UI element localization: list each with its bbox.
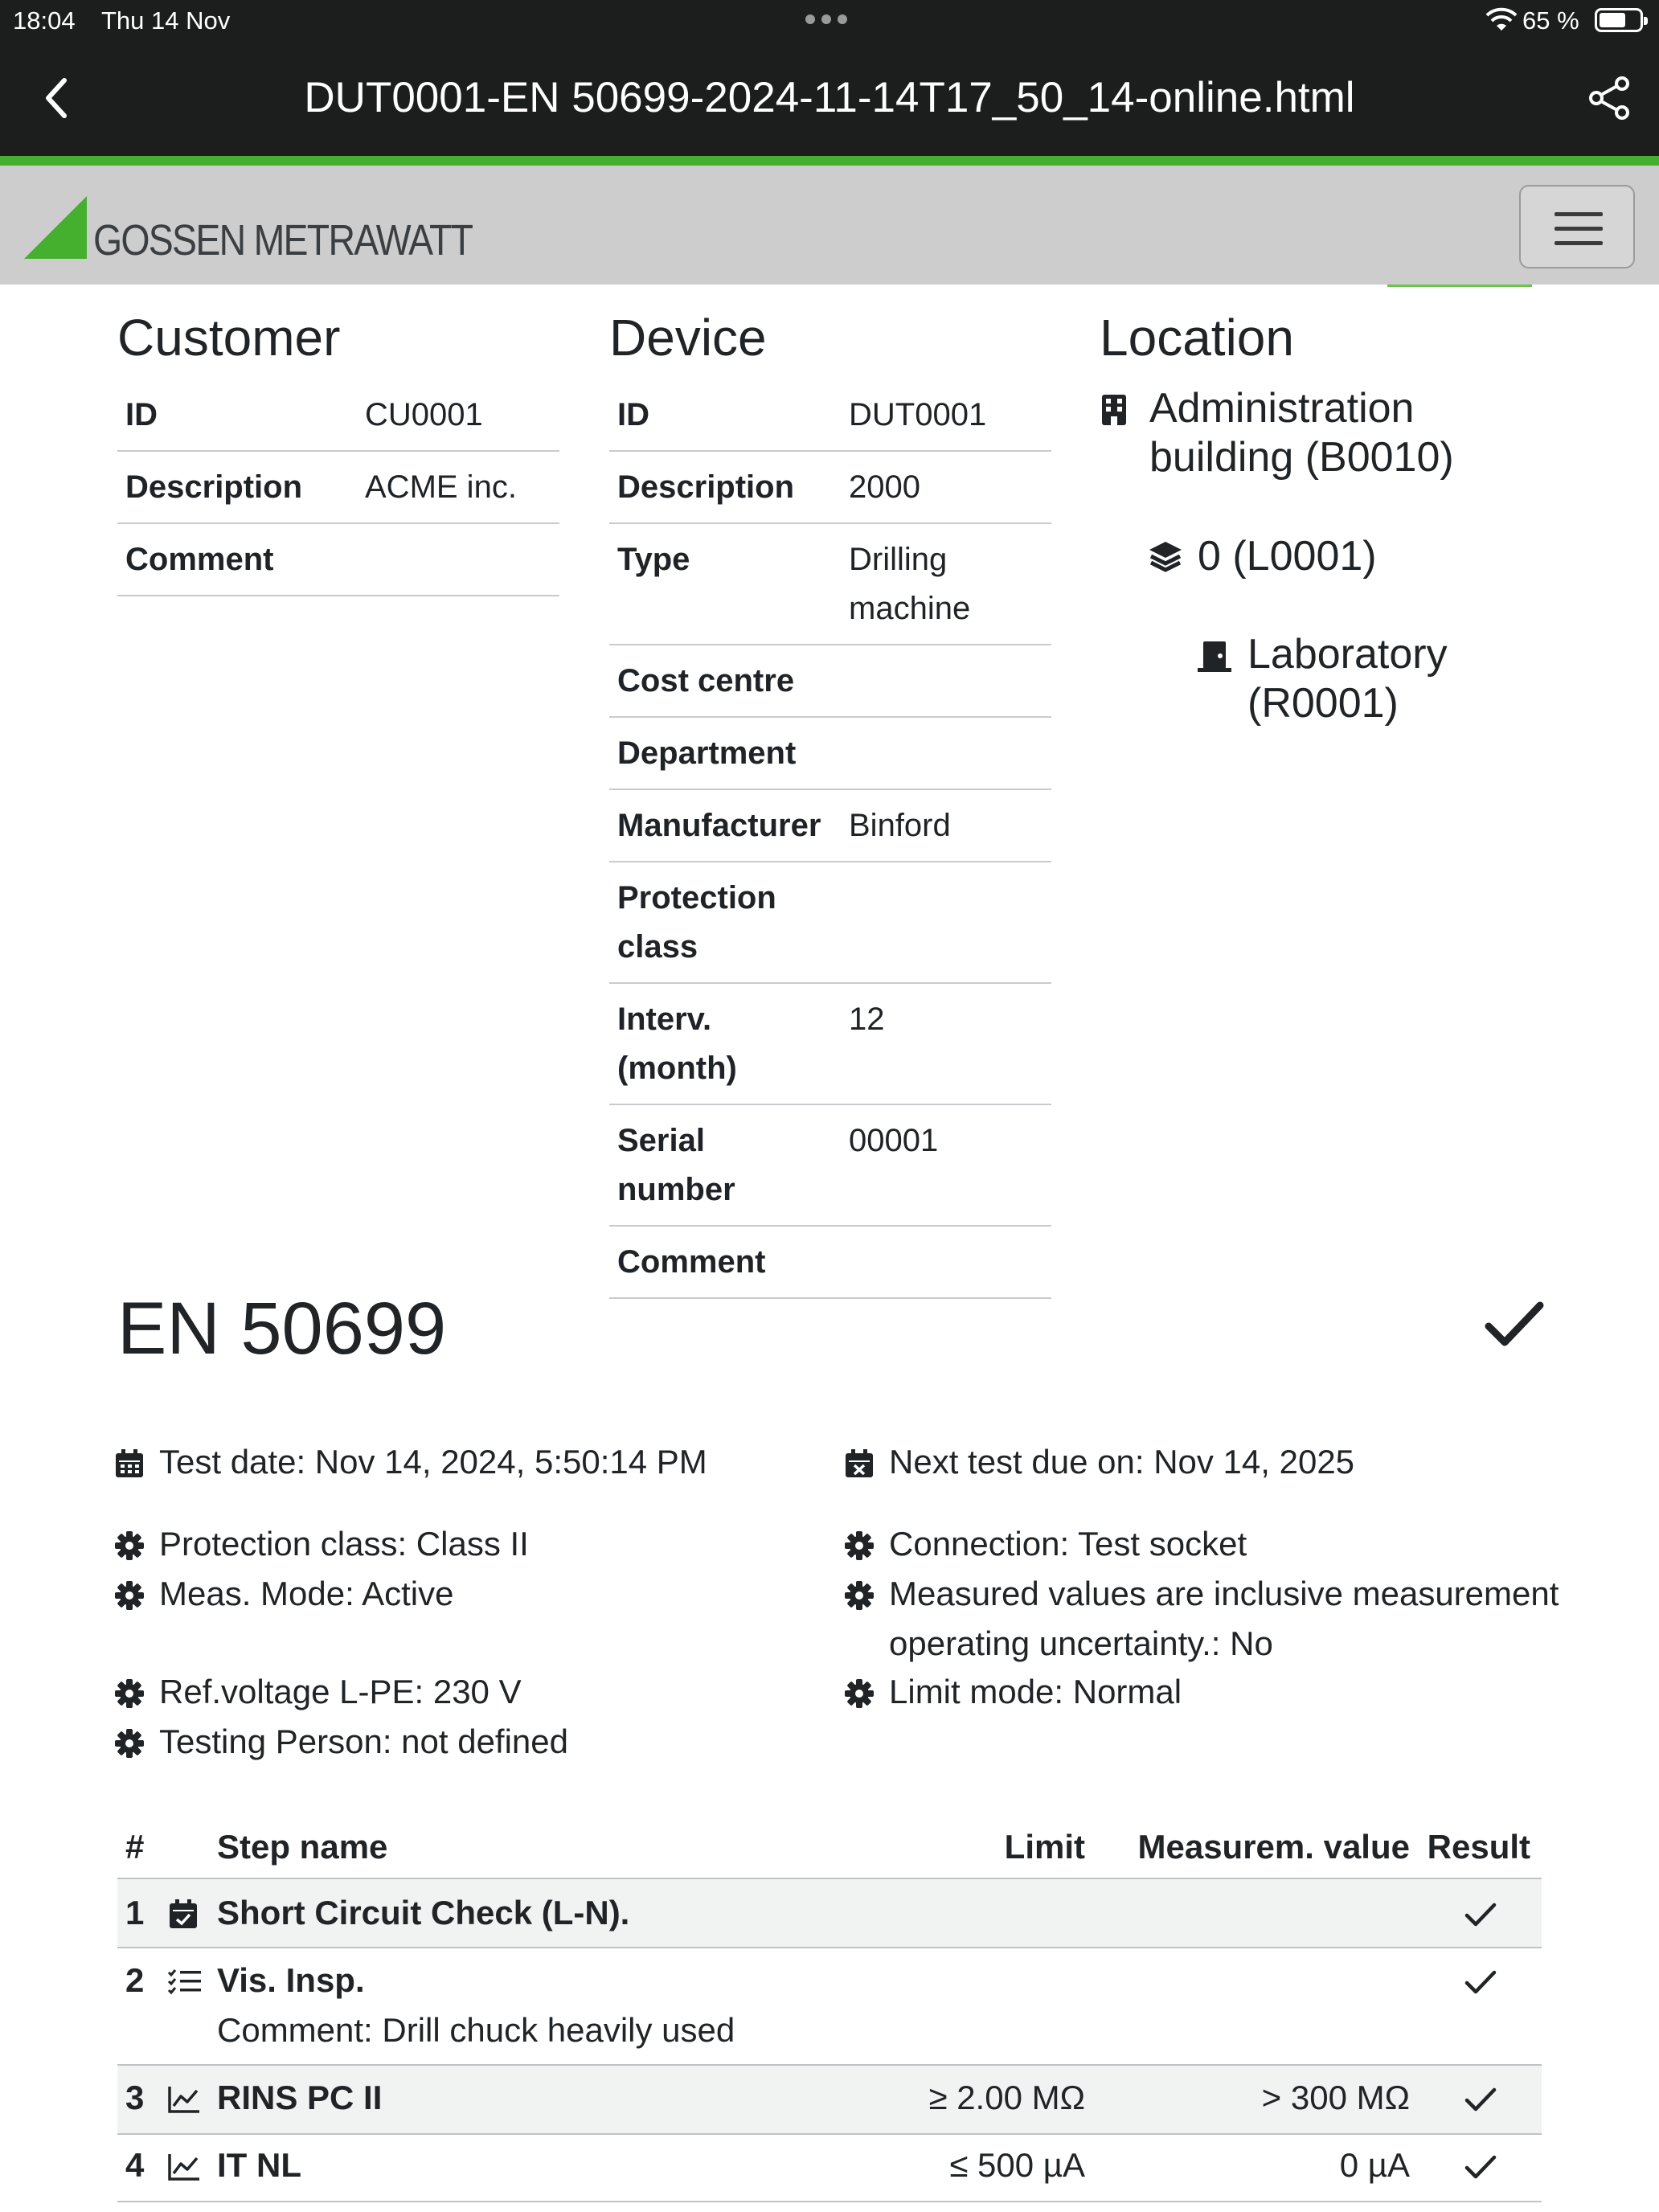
active-tab-indicator (1387, 285, 1532, 287)
customer-title: Customer (117, 309, 341, 367)
accent-bar (0, 156, 1659, 166)
location-building: Administration building (B0010) (1149, 385, 1454, 481)
checklist-icon (167, 1968, 201, 1995)
status-time: 18:04 (13, 6, 76, 35)
customer-id-label: ID (125, 397, 158, 432)
customer-row-description (117, 452, 559, 524)
document-title: DUT0001-EN 50699-2024-11-14T17_50_14-online.html (304, 74, 1355, 121)
result-check-icon (1464, 2154, 1497, 2180)
device-interval-value: 12 (849, 1002, 885, 1037)
device-title: Device (609, 309, 767, 367)
step-name: Vis. Insp. (217, 1961, 365, 1999)
device-type-value: Drilling machine (849, 542, 971, 626)
step-name: RINS PC II (217, 2079, 383, 2116)
site-header (0, 166, 1659, 285)
device-comment-label: Comment (617, 1244, 766, 1280)
step-number: 2 (125, 1961, 145, 1999)
layers-icon (1148, 540, 1183, 572)
navigation-bar (0, 40, 1659, 156)
step-measured-value: > 300 MΩ (1261, 2079, 1410, 2116)
location-title: Location (1100, 309, 1294, 367)
customer-table (117, 379, 559, 596)
gear-icon (844, 1530, 875, 1561)
step-measured-value: 0 µA (1339, 2146, 1410, 2184)
gear-icon (114, 1678, 145, 1709)
customer-description-label: Description (125, 469, 303, 505)
device-serial-number-label: Serial number (617, 1123, 735, 1207)
device-row-cost-centre (609, 645, 1051, 718)
result-check-icon (1464, 1902, 1497, 1927)
device-type-label: Type (617, 542, 690, 577)
share-icon[interactable] (1587, 76, 1632, 121)
ref-voltage-text: Ref.voltage L-PE: 230 V (159, 1673, 522, 1710)
calendar-icon (114, 1448, 145, 1479)
step-name: Short Circuit Check (L-N). (217, 1894, 630, 1931)
door-icon (1198, 640, 1231, 672)
limit-mode-text: Limit mode: Normal (889, 1673, 1182, 1710)
battery-percentage: 65 % (1522, 6, 1579, 35)
location-level: 0 (L0001) (1198, 533, 1377, 580)
customer-comment-label: Comment (125, 542, 274, 577)
steps-header-limit: Limit (1004, 1828, 1085, 1866)
step-limit: ≤ 500 µA (949, 2146, 1085, 2184)
device-row-department (609, 718, 1051, 790)
test-standard-title: EN 50699 (117, 1288, 447, 1370)
device-manufacturer-label: Manufacturer (617, 808, 821, 843)
steps-header-number: # (125, 1828, 145, 1866)
calendar-x-icon (844, 1448, 875, 1479)
line-chart-icon (167, 2153, 201, 2181)
steps-header-result: Result (1427, 1828, 1530, 1866)
device-id-label: ID (617, 397, 649, 432)
device-row-manufacturer (609, 790, 1051, 862)
customer-row-comment (117, 524, 559, 596)
gossen-logo-triangle-icon (24, 196, 87, 259)
test-passed-check-icon (1484, 1299, 1545, 1350)
gear-icon (114, 1530, 145, 1561)
customer-row-id (117, 379, 559, 452)
device-cost-centre-label: Cost centre (617, 663, 795, 698)
status-bar (0, 0, 1659, 40)
building-icon (1101, 394, 1127, 426)
meas-mode-text: Meas. Mode: Active (159, 1575, 454, 1612)
result-check-icon (1464, 1969, 1497, 1995)
device-id-value: DUT0001 (849, 397, 987, 432)
result-check-icon (1464, 2087, 1497, 2112)
device-description-value: 2000 (849, 469, 920, 505)
back-chevron-icon[interactable] (40, 76, 72, 121)
testing-person-text: Testing Person: not defined (159, 1722, 569, 1760)
customer-description-value: ACME inc. (365, 469, 517, 505)
device-row-id (609, 379, 1051, 452)
device-description-label: Description (617, 469, 795, 505)
device-manufacturer-value: Binford (849, 808, 951, 843)
device-row-interval (609, 984, 1051, 1105)
device-department-label: Department (617, 735, 797, 771)
table-row-divider (117, 2201, 1542, 2202)
step-number: 4 (125, 2146, 145, 2184)
calendar-check-icon (169, 1899, 198, 1929)
next-test-due-text: Next test due on: Nov 14, 2025 (889, 1443, 1355, 1481)
device-row-description (609, 452, 1051, 524)
step-number: 1 (125, 1894, 145, 1931)
line-chart-icon (167, 2085, 201, 2114)
wifi-icon (1485, 6, 1518, 34)
customer-id-value: CU0001 (365, 397, 483, 432)
gear-icon (114, 1580, 145, 1611)
uncertainty-text-line2: operating uncertainty.: No (889, 1624, 1273, 1662)
table-row (117, 2135, 1542, 2202)
test-date-text: Test date: Nov 14, 2024, 5:50:14 PM (159, 1443, 707, 1481)
device-row-serial-number (609, 1105, 1051, 1227)
protection-class-text: Protection class: Class II (159, 1525, 529, 1563)
gear-icon (844, 1580, 875, 1611)
hamburger-menu-button[interactable] (1519, 185, 1635, 268)
connection-text: Connection: Test socket (889, 1525, 1247, 1563)
device-row-type (609, 524, 1051, 645)
gear-icon (114, 1728, 145, 1759)
multitasking-dots-icon[interactable] (805, 14, 847, 24)
steps-header-step-name: Step name (217, 1828, 388, 1866)
status-date: Thu 14 Nov (101, 6, 231, 35)
brand-name: GOSSEN METRAWATT (93, 216, 473, 264)
device-protection-class-label: Protection class (617, 880, 776, 965)
battery-icon (1595, 8, 1643, 32)
location-room: Laboratory (R0001) (1247, 631, 1448, 727)
step-name: IT NL (217, 2146, 301, 2184)
steps-header-measured-value: Measurem. value (1137, 1828, 1410, 1866)
device-serial-number-value: 00001 (849, 1123, 939, 1158)
device-table (609, 379, 1051, 1299)
step-number: 3 (125, 2079, 145, 2116)
uncertainty-text-line1: Measured values are inclusive measurement (889, 1575, 1559, 1612)
device-row-comment (609, 1227, 1051, 1299)
step-comment: Comment: Drill chuck heavily used (217, 2011, 735, 2049)
step-limit: ≥ 2.00 MΩ (928, 2079, 1085, 2116)
gear-icon (844, 1678, 875, 1709)
device-interval-label: Interv. (month) (617, 1002, 737, 1086)
device-row-protection-class (609, 862, 1051, 984)
